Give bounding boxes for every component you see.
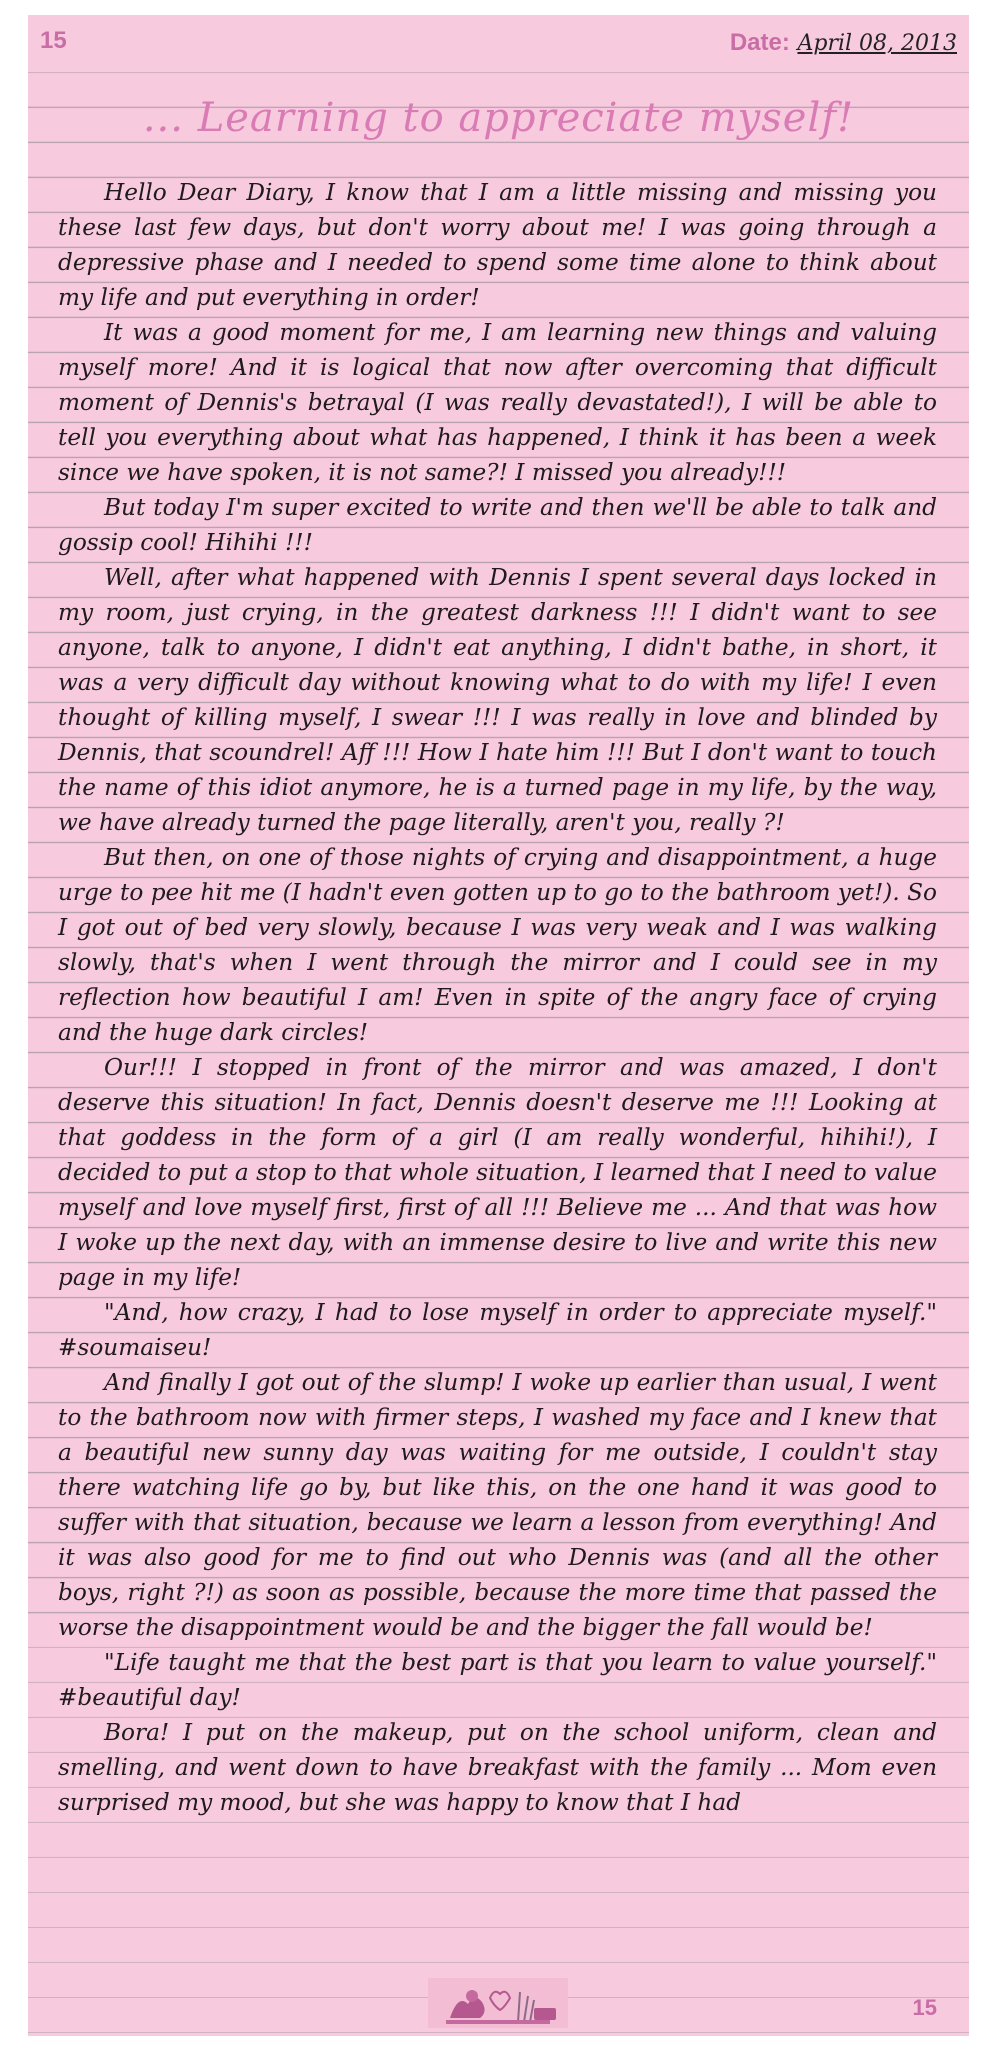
quote-paragraph: "And, how crazy, I had to lose myself in order to appreciate myself." #soumaiseu! [58,1299,937,1361]
paragraph: Well, after what happened with Dennis I spent several days locked in my room, just crying, in the greatest darkness !!! I didn't want to see anyone, talk to anyone, I didn't eat anything, I didn't bathe, in short, it was a very difficult day without knowing what to do with my life! I even thought of killing myself, I swear !!! I was really in love and blinded by Dennis, that scoundrel! Aff !!! How I hate him !!! But I don't want to touch the name of this idiot anymore, he is a turned page in my life, by the way, we have already turned the page literally, aren't you, really ?! [58,564,937,836]
paragraph: But today I'm super excited to write and then we'll be able to talk and gossip cool! Hihihi !!! [58,494,937,556]
quote-paragraph: "Life taught me that the best part is that you learn to value yourself." #beautiful day! [58,1649,937,1711]
diary-page [28,15,969,2036]
paragraph: But then, on one of those nights of crying and disappointment, a huge urge to pee hit me (I hadn't even gotten up to go to the bathroom yet!). So I got out of bed very slowly, because I was very weak and I was walking slowly, that's when I went through the mirror and I could see in my reflection how beautiful I am! Even in spite of the angry face of crying and the huge dark circles! [58,844,937,1046]
date-value: April 08, 2013 [797,31,957,56]
entry-title: ... Learning to appreciate myself! [142,95,855,141]
paragraph: Hello Dear Diary, I know that I am a little missing and missing you these last few days, but don't worry about me! I was going through a depressive phase and I needed to spend some time alone to think about my life and put everything in order! [58,179,937,311]
paragraph: It was a good moment for me, I am learning new things and valuing myself more! And it is logical that now after overcoming that difficult moment of Dennis's betrayal (I was really devastated!), I will be able to tell you everything about what has happened, I think it has been a week since we have spoken, it is not same?! I missed you already!!! [58,319,937,486]
paragraph: And finally I got out of the slump! I woke up earlier than usual, I went to the bathroom now with firmer steps, I washed my face and I knew that a beautiful new sunny day was waiting for me outside, I couldn't stay there watching life go by, but like this, on the one hand it was good to suffer with that situation, because we learn a lesson from everything! And it was also good for me to find out who Dennis was (and all the other boys, right ?!) as soon as possible, because the more time that passed the worse the disappointment would be and the bigger the fall would be! [58,1369,937,1641]
page-number-bottom: 15 [912,1995,937,2020]
entry-body [58,175,937,1820]
date-header [730,27,957,59]
girl-reading-illustration-icon [428,1978,568,2028]
date-label: Date: [729,29,790,56]
paragraph: Bora! I put on the makeup, put on the school uniform, clean and smelling, and went down to have breakfast with the family ... Mom even surprised my mood, but she was happy to know that I had [58,1719,937,1816]
page-number-top: 15 [40,27,67,54]
paragraph: Our!!! I stopped in front of the mirror and was amazed, I don't deserve this situation! In fact, Dennis doesn't deserve me !!! Looking at that goddess in the form of a girl (I am really wonderful, hihihi!), I decided to put a stop to that whole situation, I learned that I need to value myself and love myself first, first of all !!! Believe me ... And that was how I woke up the next day, with an immense desire to live and write this new page in my life! [58,1054,937,1291]
